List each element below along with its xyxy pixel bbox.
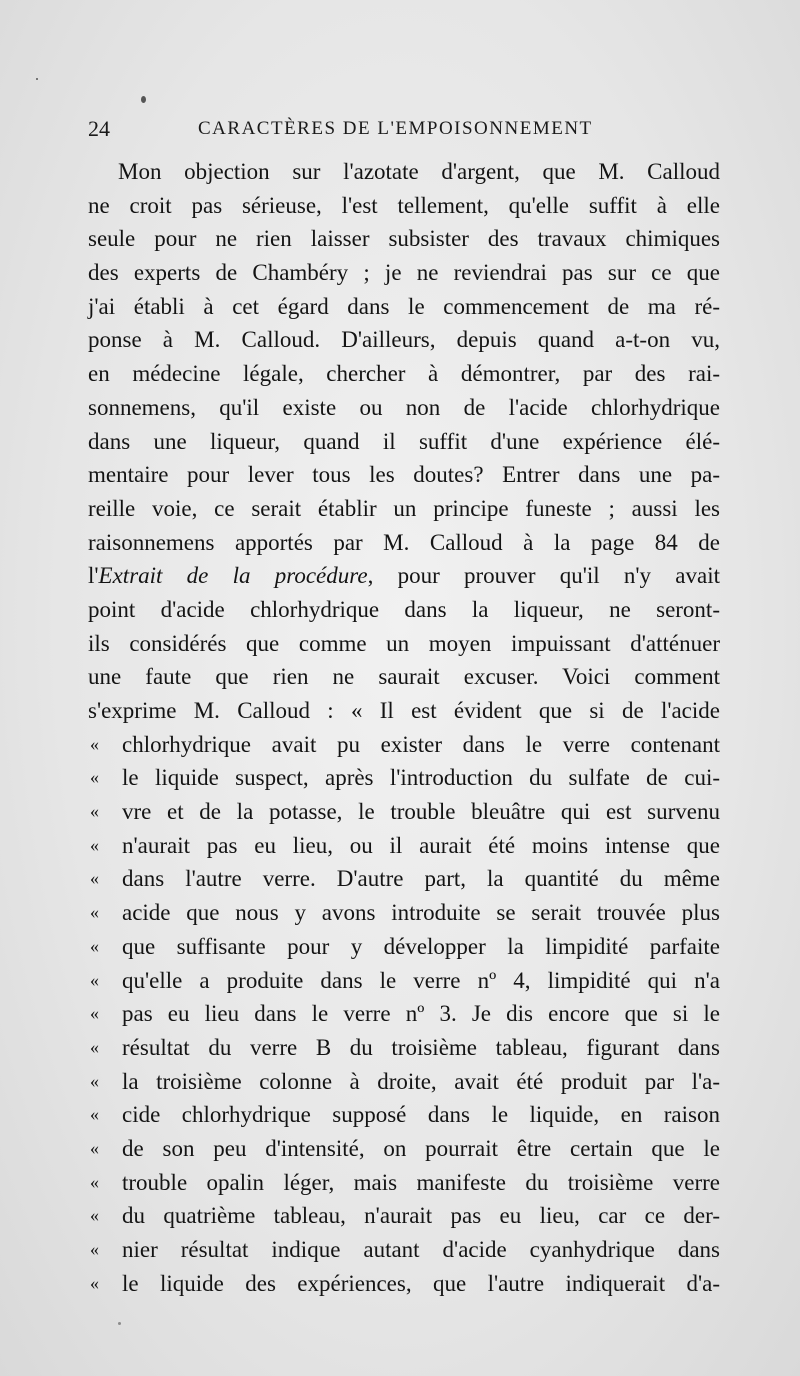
- text-line: [88, 1267, 720, 1301]
- line-text: s'exprime M. Calloud : « Il est évident que si de l'acide: [88, 698, 720, 723]
- text-line: [88, 1132, 720, 1166]
- line-text: j'ai établi à cet égard dans le commencement de ma ré-: [88, 293, 720, 319]
- text-line: [88, 795, 720, 829]
- quote-mark: «: [90, 767, 99, 788]
- quote-mark: «: [90, 801, 99, 822]
- text-line: [88, 290, 720, 324]
- line-text: la troisième colonne à droite, avait été produit par l'a-: [122, 1068, 720, 1094]
- line-text: chlorhydrique avait pu exister dans le verre contenant: [122, 731, 720, 757]
- text-line: [88, 222, 720, 256]
- quote-mark: «: [90, 1104, 99, 1125]
- text-line: [88, 323, 720, 357]
- text-line: [88, 357, 720, 391]
- page-number: 24: [88, 116, 110, 141]
- text-line: [88, 559, 720, 593]
- line-text: des experts de Chambéry ; je ne reviendrai pas sur ce que: [88, 260, 720, 286]
- line-text: le liquide des expériences, que l'autre indiquerait d'a-: [122, 1270, 720, 1296]
- text-line: [88, 627, 720, 661]
- quote-mark: «: [90, 969, 99, 990]
- page-header: [88, 116, 728, 146]
- line-text: le liquide suspect, après l'introduction du sulfate de cui-: [122, 765, 720, 791]
- running-title: CARACTÈRES DE L'EMPOISONNEMENT: [198, 118, 593, 139]
- text-line: [88, 862, 720, 896]
- line-text: résultat du verre B du troisième tableau, figurant dans: [122, 1034, 720, 1060]
- text-line: [88, 458, 720, 492]
- line-text: dans une liqueur, quand il suffit d'une expérience élé-: [88, 428, 720, 454]
- quote-mark: «: [90, 935, 99, 956]
- line-text: qu'elle a produite dans le verre nº 4, limpidité qui n'a: [122, 967, 720, 993]
- quote-mark: «: [90, 1205, 99, 1226]
- text-line: [88, 660, 720, 694]
- text-line: [88, 425, 720, 459]
- text-line: [88, 694, 720, 728]
- text-line: [88, 1098, 720, 1132]
- line-text: n'aurait pas eu lieu, ou il aurait été moins intense que: [122, 832, 720, 858]
- quote-mark: «: [90, 1171, 99, 1192]
- text-line: [88, 593, 720, 627]
- line-text: sonnemens, qu'il existe ou non de l'acide chlorhydrique: [88, 394, 720, 420]
- line-text: pas eu lieu dans le verre nº 3. Je dis encore que si le: [122, 1001, 720, 1027]
- line-text: vre et de la potasse, le trouble bleuâtre qui est survenu: [122, 799, 720, 825]
- line-text: de son peu d'intensité, on pourrait être certain que le: [122, 1135, 720, 1161]
- line-text: raisonnemens apportés par M. Calloud à la page 84 de: [88, 529, 720, 555]
- text-line: [88, 256, 720, 290]
- text-line: [88, 1166, 720, 1200]
- paper-speck: [141, 96, 146, 103]
- quote-mark: «: [90, 1003, 99, 1024]
- text-line: [88, 189, 720, 223]
- line-segment: , pour prouver qu'il n'y avait: [367, 563, 720, 589]
- line-segment: l': [88, 563, 99, 589]
- quote-mark: «: [90, 868, 99, 889]
- text-line: [88, 930, 720, 964]
- line-text: nier résultat indique autant d'acide cyanhydrique dans: [122, 1237, 720, 1262]
- line-text: une faute que rien ne saurait excuser. Voici comment: [88, 664, 720, 690]
- text-line: [88, 761, 720, 795]
- line-text: point d'acide chlorhydrique dans la liqueur, ne seront-: [88, 596, 720, 622]
- line-text: dans l'autre verre. D'autre part, la quantité du même: [122, 866, 720, 892]
- text-line: [88, 728, 720, 762]
- body-text: [88, 155, 720, 1300]
- text-line: [88, 997, 720, 1031]
- text-line: [88, 1031, 720, 1065]
- line-text: cide chlorhydrique supposé dans le liquide, en raison: [122, 1102, 720, 1128]
- quote-mark: «: [90, 1239, 99, 1259]
- text-line: [88, 1065, 720, 1099]
- quote-mark: «: [90, 1272, 99, 1293]
- text-line: [88, 526, 720, 560]
- text-line: [88, 155, 720, 189]
- quote-mark: «: [90, 733, 99, 754]
- text-line: [88, 1199, 720, 1233]
- line-text: reille voie, ce serait établir un principe funeste ; aussi les: [88, 495, 720, 521]
- line-text: en médecine légale, chercher à démontrer, par des rai-: [88, 361, 720, 387]
- line-text: que suffisante pour y développer la limpidité parfaite: [122, 933, 720, 959]
- quote-mark: «: [90, 1070, 99, 1091]
- text-line: [88, 1233, 720, 1267]
- line-text: acide que nous y avons introduite se serait trouvée plus: [122, 900, 720, 926]
- text-line: [88, 964, 720, 998]
- line-text: ils considérés que comme un moyen impuissant d'atténuer: [88, 630, 720, 656]
- quote-mark: «: [90, 1137, 99, 1158]
- quote-mark: «: [90, 1036, 99, 1057]
- line-text: mentaire pour lever tous les doutes? Entrer dans une pa-: [88, 462, 720, 488]
- quote-mark: «: [90, 902, 99, 923]
- text-line: [88, 391, 720, 425]
- line-text: du quatrième tableau, n'aurait pas eu lieu, car ce der-: [122, 1203, 720, 1229]
- text-line: [88, 896, 720, 930]
- line-text: trouble opalin léger, mais manifeste du troisième verre: [122, 1169, 720, 1195]
- text-line: [88, 829, 720, 863]
- quote-mark: «: [90, 834, 99, 855]
- line-text: Mon objection sur l'azotate d'argent, que M. Calloud: [118, 159, 720, 184]
- line-text: ne croit pas sérieuse, l'est tellement, qu'elle suffit à elle: [88, 192, 720, 218]
- line-text: ponse à M. Calloud. D'ailleurs, depuis quand a-t-on vu,: [88, 327, 720, 353]
- italic-title: Extrait de la procédure: [98, 563, 368, 589]
- line-text: seule pour ne rien laisser subsister des travaux chimiques: [88, 226, 720, 252]
- paper-speck: [36, 78, 38, 80]
- paper-speck: [118, 1322, 121, 1325]
- text-line: [88, 492, 720, 526]
